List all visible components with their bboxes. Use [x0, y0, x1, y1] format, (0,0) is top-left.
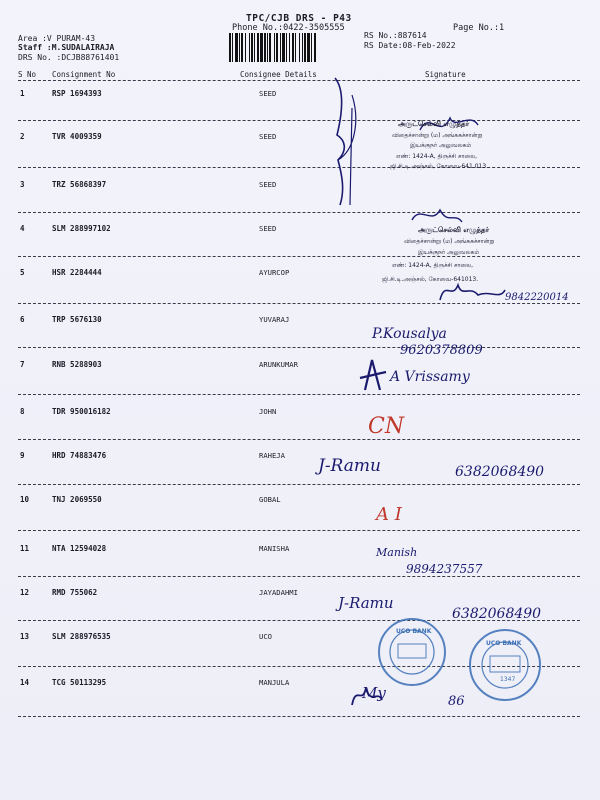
- barcode-bar: [304, 33, 306, 62]
- barcode-bar: [286, 33, 287, 62]
- row10-signature-handwritten: A I: [376, 504, 402, 525]
- row-consignment-no: HSR 2284444: [52, 268, 102, 277]
- row6-phone-handwritten: 9620378809: [400, 343, 483, 358]
- rs-number: RS No.:887614: [364, 31, 427, 40]
- row-consignment-no: HRD 74883476: [52, 451, 107, 460]
- row-consignment-no: RNB 5288903: [52, 360, 102, 369]
- barcode-bar: [314, 33, 316, 62]
- page-number: Page No.:1: [453, 23, 505, 33]
- barcode-bar: [249, 33, 250, 62]
- seed-stamp-2-line5: ஜி.சி.டி.அஞ்சல், கோவை-641013.: [382, 276, 479, 283]
- barcode-bar: [274, 33, 275, 62]
- barcode-bar: [241, 33, 243, 62]
- seed-stamp-1-line3: இயக்குநர் அலுவலகம்: [410, 142, 472, 149]
- row-sno: 6: [20, 315, 25, 324]
- row5-signature: [440, 285, 505, 300]
- row6-name-handwritten: P.Kousalya: [372, 326, 447, 342]
- seed-stamp-1-line5: ஜி.சி.டி.அஞ்சல், கோவை-641 013.: [390, 163, 489, 170]
- row-divider: [18, 303, 580, 304]
- row-consignment-no: TCG 50113295: [52, 678, 107, 687]
- bracket-signature: [335, 78, 344, 205]
- document-title: TPC/CJB DRS - P43: [246, 13, 352, 24]
- row-sno: 14: [20, 678, 30, 687]
- row-divider: [18, 212, 580, 213]
- barcode-bar: [235, 33, 238, 62]
- rs-date: RS Date:08-Feb-2022: [364, 41, 456, 50]
- column-header-sno: S No: [18, 70, 37, 79]
- row-consignment-no: TDR 950016182: [52, 407, 111, 416]
- row-divider: [18, 484, 580, 485]
- row-sno: 3: [20, 180, 25, 189]
- row8-signature-handwritten: CN: [368, 414, 405, 439]
- row-sno: 2: [20, 132, 25, 141]
- barcode-bar: [254, 33, 255, 62]
- column-header-signature: Signature: [425, 70, 466, 79]
- barcode-bar: [299, 33, 300, 62]
- row11-signature-handwritten: Manish: [376, 546, 418, 559]
- area-label: Area :V PURAM-43: [18, 34, 96, 43]
- row-consignment-no: SLM 288976535: [52, 632, 111, 641]
- row-consignment-no: SLM 288997102: [52, 224, 111, 233]
- row-consignee: SEED: [259, 132, 277, 141]
- seed-stamp-2-line1: அருட்செல்வி எழுத்தர்: [418, 226, 490, 234]
- uco-stamp-1-label: UCO BANK: [396, 628, 432, 635]
- barcode-bar: [302, 33, 303, 62]
- staff-label: Staff :M.SUDALAIRAJA: [18, 43, 115, 52]
- barcode-bar: [260, 33, 263, 62]
- barcode-bar: [251, 33, 253, 62]
- phone-number: Phone No.:0422-3505555: [232, 23, 345, 33]
- row-sno: 4: [20, 224, 25, 233]
- row-sno: 13: [20, 632, 30, 641]
- barcode-bar: [295, 33, 296, 62]
- row-sno: 11: [20, 544, 30, 553]
- seed-stamp-1-line2: விதைச்சான்று (ம) அங்ககச்சான்று: [392, 132, 483, 139]
- column-header-consignment: Consignment No: [52, 70, 116, 79]
- uco-stamp-2-code: 1347: [500, 676, 516, 683]
- seed-stamp-2-line3: இயக்குநர் அலுவலகம்: [418, 249, 480, 256]
- row-divider: [18, 256, 580, 257]
- row-sno: 9: [20, 451, 25, 460]
- seed-stamp-2-line2: விதைச்சான்று (ம) அங்ககச்சான்று: [404, 238, 495, 245]
- bracket-signature-tail: [338, 95, 356, 205]
- row-consignment-no: RMD 755062: [52, 588, 98, 597]
- row-consignee: ARUNKUMAR: [259, 360, 298, 369]
- row14-phone-handwritten: 86: [448, 694, 465, 709]
- barcode-bar: [292, 33, 294, 62]
- row-divider: [18, 120, 580, 121]
- row-sno: 5: [20, 268, 25, 277]
- row-sno: 10: [20, 495, 30, 504]
- barcode-bar: [280, 33, 281, 62]
- row-consignee: SEED: [259, 224, 277, 233]
- seed-stamp-1-line4: எண்: 1424-A, திருச்சி சாலை,: [396, 153, 478, 160]
- header-divider: [18, 80, 580, 81]
- row-consignment-no: TNJ 2069550: [52, 495, 102, 504]
- row-consignment-no: TRZ 56868397: [52, 180, 107, 189]
- row-divider: [18, 716, 580, 717]
- row-consignee: GOBAL: [259, 495, 281, 504]
- row-sno: 7: [20, 360, 25, 369]
- seed-stamp-1-line1: அருட்செல்வி எழுத்தர்: [398, 120, 470, 128]
- row7-signature-handwritten: A Vrissamy: [390, 369, 470, 385]
- row-consignment-no: TVR 4009359: [52, 132, 102, 141]
- row11-phone-handwritten: 9894237557: [406, 562, 483, 576]
- barcode-bar: [229, 33, 231, 62]
- row-sno: 8: [20, 407, 25, 416]
- row-divider: [18, 347, 580, 348]
- row-divider: [18, 167, 580, 168]
- row-consignee: UCO: [259, 632, 272, 641]
- column-header-consignee: Consignee Details: [240, 70, 317, 79]
- row-sno: 1: [20, 89, 25, 98]
- row9-signature-handwritten: J-Ramu: [318, 456, 381, 476]
- uco-stamp-2-label: UCO BANK: [486, 640, 522, 647]
- row7-signature-mark: [360, 360, 386, 390]
- row9-phone-handwritten: 6382068490: [455, 464, 545, 480]
- barcode-bar: [289, 33, 290, 62]
- barcode-bar: [264, 33, 266, 62]
- row-divider: [18, 394, 580, 395]
- row-consignment-no: TRP 5676130: [52, 315, 102, 324]
- row-consignee: SEED: [259, 180, 277, 189]
- row-consignee: SEED: [259, 89, 277, 98]
- row5-phone-handwritten: 9842220014: [505, 292, 569, 303]
- row-divider: [18, 666, 580, 667]
- barcode-bar: [282, 33, 285, 62]
- seed-stamp-2-line4: எண்: 1424-A, திருச்சி சாலை,: [392, 262, 474, 269]
- barcode-bar: [245, 33, 246, 62]
- row-consignee: YUVARAJ: [259, 315, 290, 324]
- row-consignee: JAYADAHMI: [259, 588, 298, 597]
- row14-signature-handwritten: My: [362, 684, 386, 702]
- row-consignee: MANISHA: [259, 544, 290, 553]
- row-consignee: MANJULA: [259, 678, 290, 687]
- barcode-bar: [307, 33, 310, 62]
- row-divider: [18, 576, 580, 577]
- row-consignee: RAHEJA: [259, 451, 285, 460]
- row-sno: 12: [20, 588, 30, 597]
- row-divider: [18, 439, 580, 440]
- barcode-bar: [257, 33, 259, 62]
- barcode-bar: [232, 33, 233, 62]
- barcode-image: [228, 33, 353, 62]
- barcode-bar: [267, 33, 268, 62]
- barcode-bar: [239, 33, 240, 62]
- barcode-bar: [276, 33, 278, 62]
- row-consignee: AYURCOP: [259, 268, 290, 277]
- row-consignee: JOHN: [259, 407, 277, 416]
- row-consignment-no: NTA 12594028: [52, 544, 107, 553]
- barcode-bar: [269, 33, 271, 62]
- drs-number: DRS No. :DCJB88761401: [18, 53, 120, 62]
- row-divider: [18, 530, 580, 531]
- row12-phone-handwritten: 6382068490: [452, 606, 542, 622]
- row-consignment-no: RSP 1694393: [52, 89, 102, 98]
- barcode-bar: [311, 33, 312, 62]
- row12-signature-handwritten: J-Ramu: [338, 594, 394, 612]
